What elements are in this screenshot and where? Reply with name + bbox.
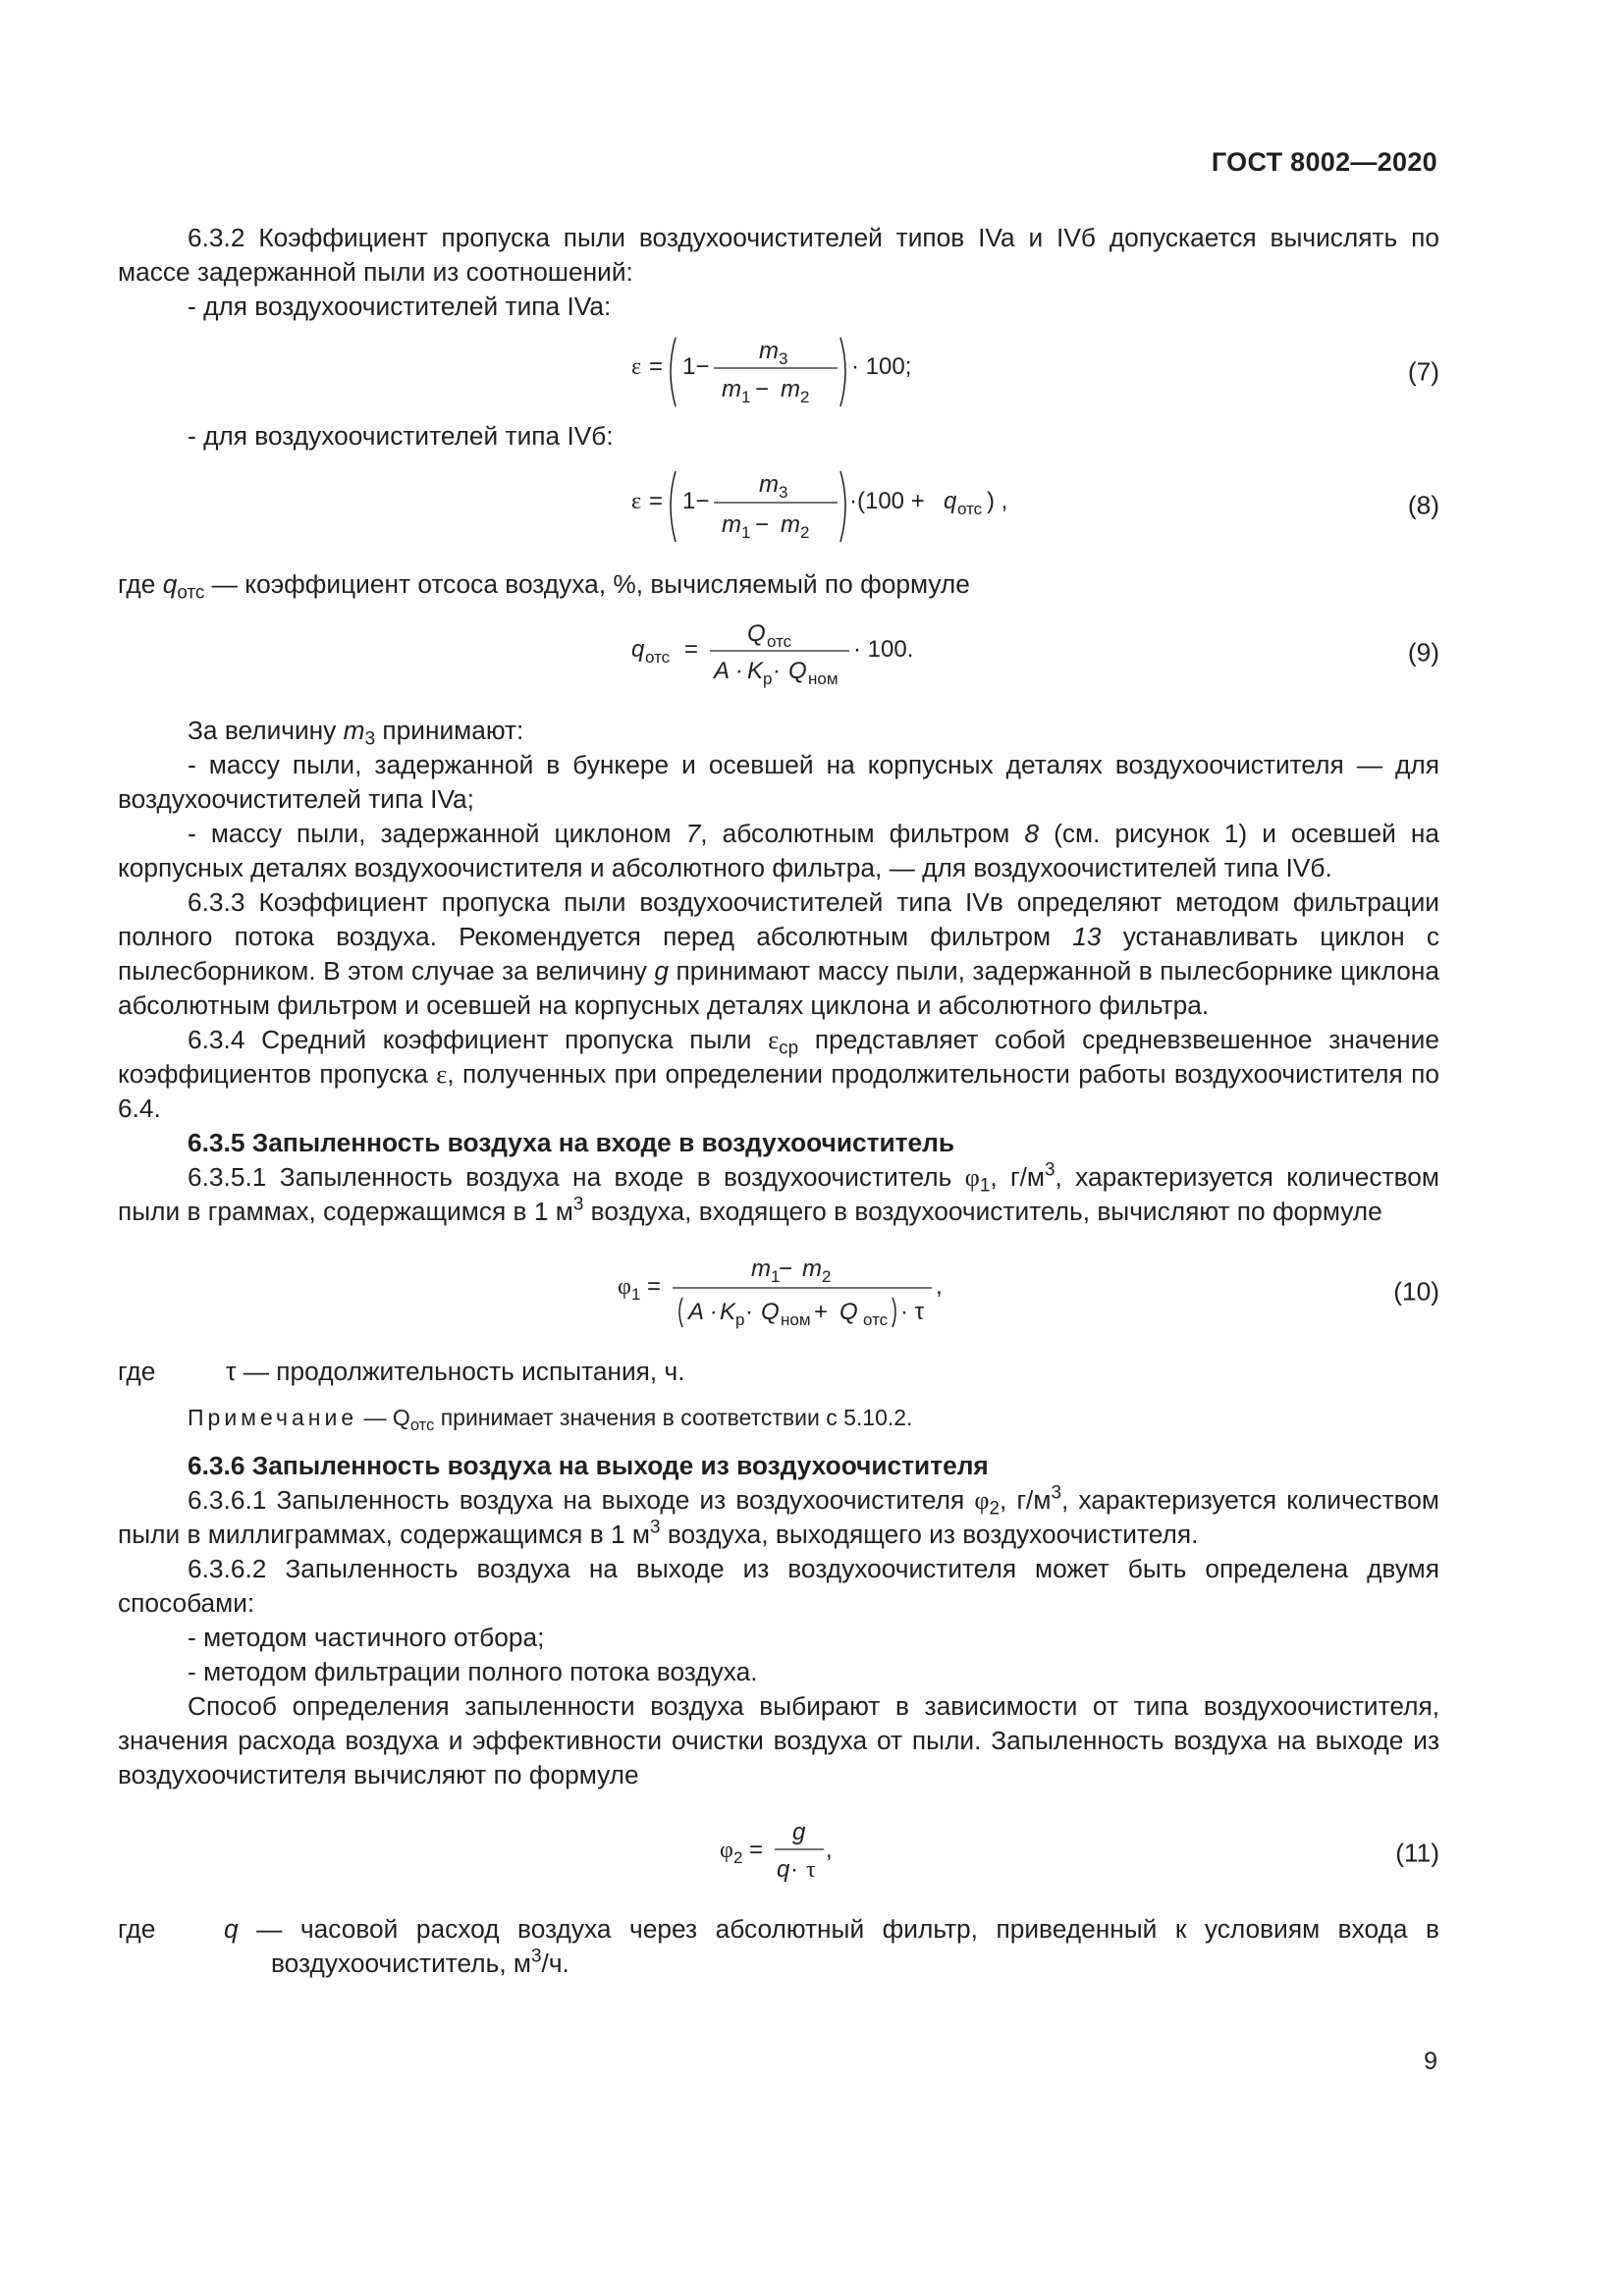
f11-den-tau: τ bbox=[806, 1857, 816, 1883]
f10-den-right-paren bbox=[893, 1298, 895, 1327]
f9-num-q: Q bbox=[747, 620, 766, 647]
f10-den-plus: + bbox=[814, 1299, 829, 1325]
formula-8 bbox=[118, 461, 1439, 550]
formula-11-number: (11) bbox=[1395, 1838, 1439, 1868]
f9-num-sub: отс bbox=[767, 632, 792, 651]
f9-den-k: K bbox=[747, 658, 764, 684]
formula-11 bbox=[118, 1814, 1439, 1893]
f9-den-k-sub: р bbox=[763, 669, 773, 688]
f11-tail: , bbox=[826, 1837, 833, 1863]
f10-den-k: K bbox=[720, 1299, 736, 1325]
f10-den-a: A · bbox=[688, 1299, 718, 1325]
f10-den-k-sub: р bbox=[735, 1310, 745, 1329]
f8-equals: = bbox=[649, 488, 664, 514]
f10-den-tau: · τ bbox=[900, 1299, 925, 1325]
formula-8-expression bbox=[631, 461, 1044, 550]
formula-10-number: (10) bbox=[1393, 1276, 1439, 1307]
f10-phi: φ bbox=[618, 1274, 631, 1300]
f7-den-sub2: 2 bbox=[800, 388, 810, 406]
formula-7-expression bbox=[631, 330, 926, 413]
f8-q-sub: отс bbox=[957, 500, 983, 518]
paragraph-6-3-3: 6.3.3 Коэффициент пропуска пыли воздухоочистителей типа IVв определяют методом фильтрации полного потока воздуха. Рекомендуется перед абсолютным фильтром 13 устанавливать циклон с пылесборником. В этом случае за величину g принимают массу пыли, задержанной в пылесборнике циклона абсолютным фильтром и осевшей на корпусных деталях циклона и абсолютного фильтра. bbox=[118, 887, 1439, 1020]
page-number: 9 bbox=[1424, 2048, 1437, 2075]
list-item-type-iva: - для воздухоочистителей типа IVa: bbox=[188, 292, 612, 321]
formula-7-number: (7) bbox=[1407, 356, 1439, 386]
paragraph-method-choice: Способ определения запыленности воздуха выбирают в зависимости от типа воздухоочистителя, значения расхода воздуха и эффективности очистки воздуха от пыли. Запыленность воздуха на выходе из воздухоочистителя вычисляют по формуле bbox=[118, 1691, 1439, 1789]
method-item-2: - методом фильтрации полного потока воздуха. bbox=[188, 1657, 758, 1686]
f7-den-minus: − bbox=[755, 376, 770, 402]
f8-one-minus: 1− bbox=[682, 488, 710, 514]
f11-phi-sub: 2 bbox=[733, 1848, 743, 1867]
f7-one-minus: 1− bbox=[682, 353, 710, 380]
where-q-definition: где q — часовой расход воздуха через абсолютный фильтр, приведенный к условиям входа в воздухоочиститель, $м^3/ч$. bbox=[118, 1914, 1439, 1978]
f11-den-q: q bbox=[777, 1856, 790, 1883]
formula-10 bbox=[118, 1247, 1439, 1337]
f7-tail: · 100; bbox=[851, 353, 912, 380]
f10-num-s2: 2 bbox=[822, 1267, 832, 1286]
f9-den-a: A · bbox=[714, 658, 743, 684]
formula-7 bbox=[118, 330, 1439, 413]
heading-6-3-6: 6.3.6 Запыленность воздуха на выходе из воздухоочистителя bbox=[188, 1451, 989, 1480]
where-tau-definition: где τ — продолжительность испытания, ч. bbox=[118, 1357, 685, 1386]
paragraph-6-3-6-1: 6.3.6.1 Запыленность воздуха на выходе из воздухоочистителя $\varphi_2$, $г/м^3$, характеризуется количеством пыли в миллиграммах, содержащимся в 1 $м^3$ воздуха, выходящего из воздухоочистителя. bbox=[118, 1482, 1439, 1549]
f8-den-minus: − bbox=[755, 511, 770, 538]
f8-q: q bbox=[944, 488, 957, 514]
f9-q: q bbox=[631, 636, 645, 663]
heading-6-3-5: 6.3.5 Запыленность воздуха на входе в воздухоочиститель bbox=[188, 1128, 955, 1157]
f10-num-m2: m bbox=[802, 1255, 822, 1282]
f8-den-m2: m bbox=[781, 511, 800, 538]
f10-den-q2: Q bbox=[839, 1299, 858, 1325]
formula-11-expression bbox=[720, 1814, 857, 1893]
f9-equals: = bbox=[684, 636, 699, 663]
where-q-otc-definition: где $q_{отс}$ — коэффициент отсоса воздуха, %, вычисляемый по формуле bbox=[118, 569, 970, 604]
f7-den-sub1: 1 bbox=[741, 388, 751, 406]
f8-right-paren bbox=[840, 471, 845, 542]
f10-den-q: Q bbox=[761, 1299, 780, 1325]
f8-left-paren bbox=[671, 471, 676, 542]
f7-equals: = bbox=[649, 353, 664, 380]
document-header: ГОСТ 8002—2020 bbox=[1211, 147, 1437, 177]
f7-left-paren bbox=[671, 338, 676, 406]
formula-9 bbox=[118, 614, 1439, 692]
f8-den-sub2: 2 bbox=[800, 523, 810, 542]
paragraph-6-3-4: 6.3.4 Средний коэффициент пропуска пыли $\varepsilon_{ср}$ представляет собой средневзвешенное значение коэффициентов пропуска ε, полученных при определении продолжительности работы воздухоочистителя по 6.4. bbox=[118, 1025, 1439, 1123]
m3-item-1: - массу пыли, задержанной в бункере и осевшей на корпусных деталях воздухоочистителя — для воздухоочистителей типа IVa; bbox=[118, 750, 1439, 814]
f10-num-m1: m bbox=[751, 1255, 771, 1282]
f11-equals: = bbox=[749, 1837, 764, 1863]
f8-epsilon: ε bbox=[631, 489, 642, 514]
f8-tail-close: ) , bbox=[987, 488, 1008, 514]
f7-right-paren bbox=[840, 338, 845, 406]
f10-phi-sub: 1 bbox=[631, 1285, 641, 1304]
q-variable: q bbox=[162, 569, 178, 599]
f9-den-dot: · bbox=[773, 658, 781, 684]
m3-item-2: - массу пыли, задержанной циклоном 7, абсолютным фильтром 8 (см. рисунок 1) и осевшей на корпусных деталях воздухоочистителя и абсолютного фильтра, — для воздухоочистителей типа IVб. bbox=[118, 819, 1439, 882]
f8-num-sub: 3 bbox=[779, 483, 788, 502]
f8-num-m: m bbox=[759, 471, 779, 498]
f7-den-m1: m bbox=[722, 376, 741, 402]
f7-num-sub: 3 bbox=[779, 349, 788, 368]
formula-10-expression bbox=[618, 1247, 951, 1337]
f10-num-s1: 1 bbox=[771, 1267, 781, 1286]
f8-den-sub1: 1 bbox=[741, 523, 751, 542]
f7-den-m2: m bbox=[781, 376, 800, 402]
f7-num-m: m bbox=[759, 338, 779, 364]
f9-tail: · 100. bbox=[853, 636, 914, 663]
f11-den-dot: · bbox=[790, 1856, 798, 1883]
f11-phi: φ bbox=[720, 1838, 733, 1863]
note-q-otc: Примечание — $Q_{отс}$ принимает значения в соответствии с 5.10.2. bbox=[188, 1405, 913, 1434]
paragraph-6-3-2: 6.3.2 Коэффициент пропуска пыли воздухоочистителей типов IVa и IVб допускается вычислять по массе задержанной пыли из соотношений: bbox=[118, 223, 1439, 287]
paragraph-6-3-6-2: 6.3.6.2 Запыленность воздуха на выходе из воздухоочистителя может быть определена двумя способами: bbox=[118, 1554, 1439, 1618]
note-label: Примечание bbox=[188, 1405, 358, 1430]
f9-den-q-sub: ном bbox=[808, 669, 839, 688]
f9-den-q: Q bbox=[788, 658, 807, 684]
m3-lead: За величину $m_3$ принимают: bbox=[188, 716, 524, 750]
f10-den-q2-sub: отс bbox=[863, 1310, 889, 1329]
f10-num-minus: − bbox=[779, 1255, 793, 1282]
list-item-type-ivb: - для воздухоочистителей типа IVб: bbox=[188, 421, 614, 451]
f10-den-left-paren bbox=[679, 1298, 682, 1327]
f10-den-dot: · bbox=[745, 1299, 753, 1325]
paragraph-6-3-5-1: 6.3.5.1 Запыленность воздуха на входе в воздухоочиститель $\varphi_1$, $г/м^3$, характеризуется количеством пыли в граммах, содержащимся в 1 $м^3$ воздуха, входящего в воздухоочиститель, вычисляют по формуле bbox=[118, 1159, 1439, 1226]
f8-tail-open: ·(100 + bbox=[849, 488, 925, 514]
formula-8-number: (8) bbox=[1407, 490, 1439, 520]
f8-den-m1: m bbox=[722, 511, 741, 538]
f7-epsilon: ε bbox=[631, 354, 642, 380]
document-body bbox=[118, 221, 1439, 1981]
f11-num-g: g bbox=[792, 1819, 806, 1845]
method-item-1: - методом частичного отбора; bbox=[188, 1623, 545, 1652]
f10-den-q-sub: ном bbox=[781, 1310, 811, 1329]
formula-9-number: (9) bbox=[1407, 637, 1439, 667]
f10-tail: , bbox=[936, 1273, 943, 1300]
formula-9-expression bbox=[631, 614, 926, 692]
f9-q-sub: отс bbox=[645, 648, 671, 667]
f10-equals: = bbox=[647, 1273, 662, 1300]
